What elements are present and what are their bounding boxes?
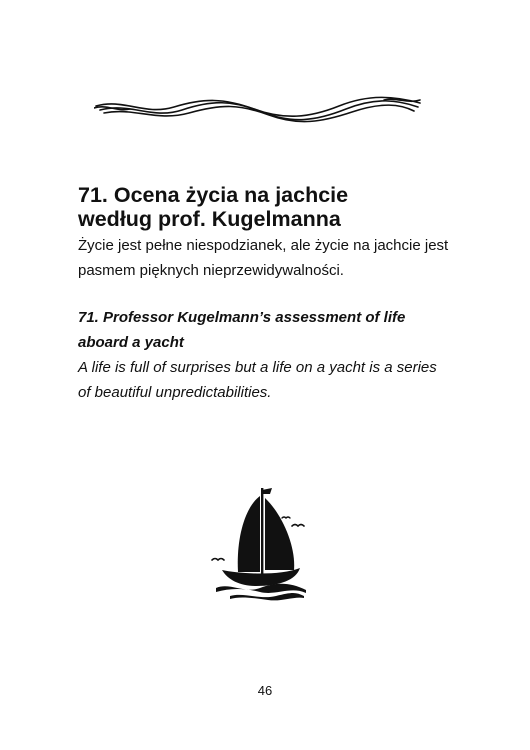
polish-body-line-2: pasmem pięknych nieprzewidywalności. <box>78 262 344 279</box>
page-number: 46 <box>257 683 273 698</box>
polish-title <box>78 183 458 231</box>
sailboat-icon <box>210 484 310 602</box>
english-body-line-2: of beautiful unpredictabilities. <box>78 384 272 401</box>
polish-body <box>78 233 458 283</box>
content <box>78 183 458 405</box>
english-title-line-2: aboard a yacht <box>78 334 184 351</box>
english-title-line-1: 71. Professor Kugelmann’s assessment of life <box>78 309 406 326</box>
wave-ornament-icon <box>94 94 422 124</box>
polish-body-line-1: Życie jest pełne niespodzianek, ale życie na jachcie jest <box>78 237 449 254</box>
polish-title-line-2: według prof. Kugelmanna <box>78 207 341 231</box>
english-body <box>78 355 458 405</box>
polish-title-line-1: 71. Ocena życia na jachcie <box>78 183 349 207</box>
english-body-line-1: A life is full of surprises but a life on a yacht is a series <box>78 359 437 376</box>
english-title <box>78 305 458 355</box>
